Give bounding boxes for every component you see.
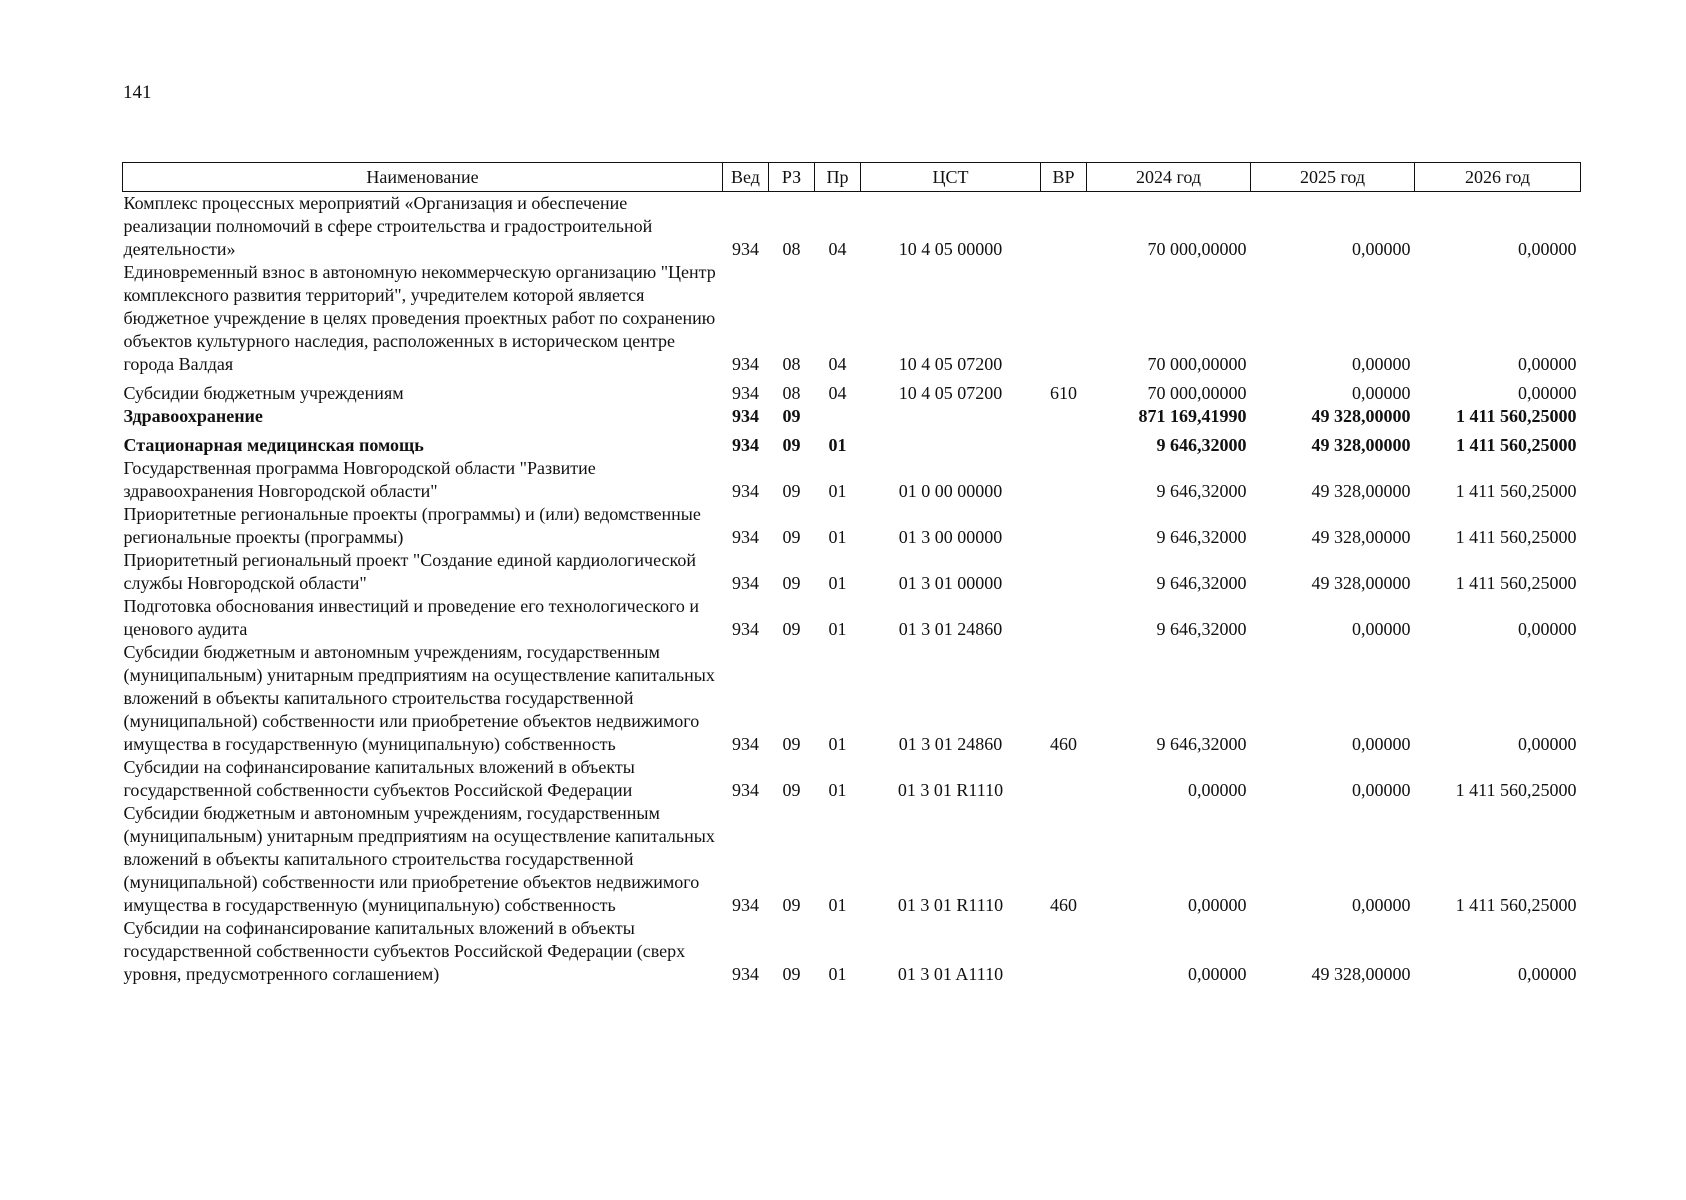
page-number: 141 — [123, 82, 152, 103]
row-vr — [1041, 457, 1087, 503]
table-row — [123, 376, 1581, 405]
row-2024: 70 000,00000 — [1147, 383, 1247, 403]
row-name: Субсидии бюджетным учреждениям — [123, 383, 404, 403]
row-rz: 09 — [782, 573, 801, 593]
table-row — [123, 428, 1581, 457]
table-row — [123, 503, 1581, 549]
row-2026: 0,00000 — [1518, 383, 1577, 403]
table-row — [123, 641, 1581, 756]
row-vr: 610 — [1050, 383, 1077, 403]
header-cst: ЦСТ — [861, 163, 1041, 192]
row-name: Субсидии бюджетным и автономным учреждениям, государственным (муниципальным) унитарным предприятиям на осуществление капитальных вложений в объекты капитального строительства государственной (муниципальной) собственности или приобретение объектов недвижимого имущества в государственную (муниципальную) собственность — [123, 642, 715, 754]
row-name: Субсидии бюджетным и автономным учреждениям, государственным (муниципальным) унитарным предприятиям на осуществление капитальных вложений в объекты капитального строительства государственной (муниципальной) собственности или приобретение объектов недвижимого имущества в государственную (муниципальную) собственность — [123, 803, 715, 915]
table-row — [123, 192, 1581, 262]
table-row — [123, 917, 1581, 986]
row-ved: 934 — [732, 354, 759, 374]
row-2026: 1 411 560,25000 — [1455, 406, 1577, 426]
row-2026: 0,00000 — [1518, 734, 1577, 754]
row-rz: 09 — [782, 964, 801, 984]
row-pr: 04 — [828, 239, 847, 259]
row-pr: 01 — [828, 964, 847, 984]
row-2025: 49 328,00000 — [1311, 527, 1411, 547]
row-cst: 10 4 05 07200 — [898, 383, 1003, 403]
row-vr: 460 — [1050, 734, 1077, 754]
table-row — [123, 802, 1581, 917]
row-rz: 09 — [782, 780, 801, 800]
header-2024: 2024 год — [1087, 163, 1251, 192]
row-vr — [1041, 192, 1087, 262]
row-ved: 934 — [732, 239, 759, 259]
row-2025: 49 328,00000 — [1311, 573, 1411, 593]
row-vr — [1041, 917, 1087, 986]
row-pr: 01 — [828, 527, 847, 547]
row-2024: 0,00000 — [1188, 780, 1247, 800]
row-rz: 09 — [782, 619, 801, 639]
header-2026: 2026 год — [1415, 163, 1581, 192]
row-rz: 09 — [782, 895, 801, 915]
row-vr — [1041, 405, 1087, 428]
row-pr: 04 — [828, 383, 847, 403]
row-2025: 0,00000 — [1352, 895, 1411, 915]
table-header-row — [123, 163, 1581, 192]
row-rz: 09 — [782, 734, 801, 754]
row-name: Приоритетные региональные проекты (программы) и (или) ведомственные региональные проекты (программы) — [123, 504, 701, 547]
row-cst: 01 0 00 00000 — [898, 481, 1003, 501]
row-2026: 0,00000 — [1518, 239, 1577, 259]
row-cst: 10 4 05 00000 — [898, 239, 1003, 259]
row-rz: 09 — [782, 481, 801, 501]
row-rz: 08 — [782, 383, 801, 403]
row-vr — [1041, 503, 1087, 549]
row-2025: 0,00000 — [1352, 780, 1411, 800]
row-2025: 49 328,00000 — [1311, 435, 1411, 455]
row-vr: 460 — [1050, 895, 1077, 915]
row-pr: 01 — [828, 481, 847, 501]
row-cst: 01 3 01 00000 — [898, 573, 1003, 593]
row-vr — [1041, 428, 1087, 457]
table-row — [123, 549, 1581, 595]
row-2025: 0,00000 — [1352, 239, 1411, 259]
header-2025: 2025 год — [1251, 163, 1415, 192]
row-vr — [1041, 756, 1087, 802]
row-2024: 9 646,32000 — [1156, 619, 1247, 639]
table-row — [123, 261, 1581, 376]
row-pr: 01 — [828, 895, 847, 915]
row-2025: 0,00000 — [1352, 734, 1411, 754]
row-cst — [861, 405, 1041, 428]
row-ved: 934 — [732, 527, 759, 547]
row-name: Комплекс процессных мероприятий «Организация и обеспечение реализации полномочий в сфере строительства и градостроительной деятельности» — [123, 193, 653, 259]
row-2025: 0,00000 — [1352, 383, 1411, 403]
header-name: Наименование — [123, 163, 723, 192]
row-2024: 871 169,41990 — [1138, 406, 1247, 426]
row-2026: 0,00000 — [1518, 619, 1577, 639]
row-cst: 01 3 01 A1110 — [897, 964, 1004, 984]
row-rz: 09 — [782, 406, 801, 426]
row-2024: 70 000,00000 — [1147, 239, 1247, 259]
table-row — [123, 405, 1581, 428]
row-2024: 9 646,32000 — [1156, 734, 1247, 754]
row-rz: 08 — [782, 239, 801, 259]
row-rz: 09 — [782, 435, 801, 455]
row-vr — [1041, 595, 1087, 641]
table-row — [123, 595, 1581, 641]
row-cst: 01 3 00 00000 — [898, 527, 1003, 547]
row-pr: 01 — [828, 435, 847, 455]
row-pr: 01 — [828, 780, 847, 800]
row-2026: 1 411 560,25000 — [1455, 481, 1577, 501]
row-name: Подготовка обоснования инвестиций и проведение его технологического и ценового аудита — [123, 596, 700, 639]
row-pr — [815, 405, 861, 428]
row-2026: 1 411 560,25000 — [1455, 895, 1577, 915]
row-ved: 934 — [732, 964, 759, 984]
row-cst: 01 3 01 24860 — [898, 734, 1003, 754]
row-2024: 9 646,32000 — [1156, 435, 1247, 455]
row-2024: 0,00000 — [1188, 895, 1247, 915]
row-cst: 01 3 01 R1110 — [897, 780, 1004, 800]
row-vr — [1041, 549, 1087, 595]
table-row — [123, 756, 1581, 802]
row-ved: 934 — [732, 734, 759, 754]
row-2025: 0,00000 — [1352, 619, 1411, 639]
budget-table — [122, 162, 1581, 986]
row-2026: 1 411 560,25000 — [1455, 780, 1577, 800]
row-2025: 49 328,00000 — [1311, 406, 1411, 426]
row-2025: 49 328,00000 — [1311, 964, 1411, 984]
row-name: Государственная программа Новгородской области "Развитие здравоохранения Новгородской области" — [123, 458, 596, 501]
row-2024: 9 646,32000 — [1156, 481, 1247, 501]
row-pr: 01 — [828, 573, 847, 593]
header-ved: Вед — [723, 163, 769, 192]
row-rz: 09 — [782, 527, 801, 547]
row-2025: 49 328,00000 — [1311, 481, 1411, 501]
row-name: Здравоохранение — [123, 406, 263, 426]
header-rz: РЗ — [769, 163, 815, 192]
row-name: Единовременный взнос в автономную некоммерческую организацию "Центр комплексного развития территорий", учредителем которой является бюджетное учреждение в целях проведения проектных работ по сохранению объектов культурного наследия, расположенных в историческом центре города Валдая — [123, 262, 716, 374]
row-2026: 0,00000 — [1518, 354, 1577, 374]
row-pr: 04 — [828, 354, 847, 374]
row-pr: 01 — [828, 734, 847, 754]
row-2024: 0,00000 — [1188, 964, 1247, 984]
row-2026: 1 411 560,25000 — [1455, 527, 1577, 547]
header-pr: Пр — [815, 163, 861, 192]
row-cst — [861, 428, 1041, 457]
row-pr: 01 — [828, 619, 847, 639]
row-2024: 9 646,32000 — [1156, 527, 1247, 547]
row-2025: 0,00000 — [1352, 354, 1411, 374]
row-name: Субсидии на софинансирование капитальных вложений в объекты государственной собственности субъектов Российской Федерации (сверх уровня, предусмотренного соглашением) — [123, 918, 686, 984]
row-2026: 1 411 560,25000 — [1455, 573, 1577, 593]
row-cst: 01 3 01 24860 — [898, 619, 1003, 639]
row-name: Приоритетный региональный проект "Создание единой кардиологической службы Новгородской области" — [123, 550, 696, 593]
row-vr — [1041, 261, 1087, 376]
row-2026: 0,00000 — [1518, 964, 1577, 984]
row-ved: 934 — [732, 383, 759, 403]
row-ved: 934 — [732, 780, 759, 800]
row-cst: 10 4 05 07200 — [898, 354, 1003, 374]
row-name: Стационарная медицинская помощь — [123, 435, 424, 455]
row-ved: 934 — [732, 406, 759, 426]
header-vr: ВР — [1041, 163, 1087, 192]
row-ved: 934 — [732, 481, 759, 501]
table-row — [123, 457, 1581, 503]
row-2026: 1 411 560,25000 — [1455, 435, 1577, 455]
row-name: Субсидии на софинансирование капитальных вложений в объекты государственной собственности субъектов Российской Федерации — [123, 757, 635, 800]
row-ved: 934 — [732, 895, 759, 915]
row-2024: 70 000,00000 — [1147, 354, 1247, 374]
row-cst: 01 3 01 R1110 — [897, 895, 1004, 915]
row-rz: 08 — [782, 354, 801, 374]
row-ved: 934 — [732, 435, 759, 455]
row-2024: 9 646,32000 — [1156, 573, 1247, 593]
row-ved: 934 — [732, 619, 759, 639]
row-ved: 934 — [732, 573, 759, 593]
